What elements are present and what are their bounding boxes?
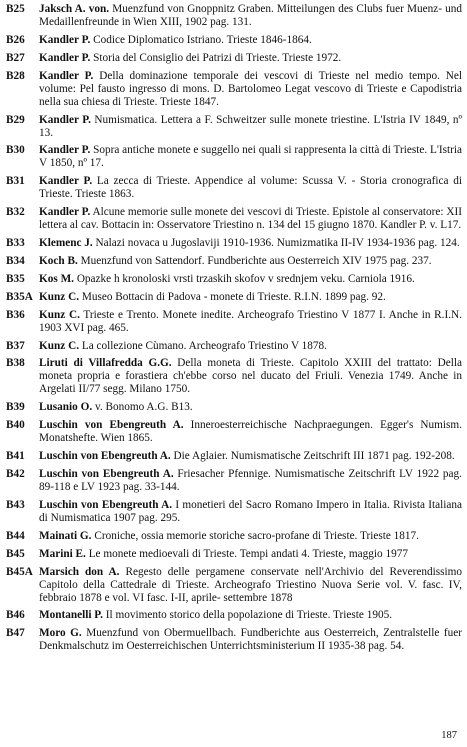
entry-text: Storia del Consiglio dei Patrizi di Trieste. Trieste 1972. bbox=[90, 51, 342, 64]
bibliography-entry bbox=[6, 548, 462, 561]
bibliography-entry bbox=[6, 419, 462, 445]
entry-text: Sopra antiche monete e suggello nei quali si rappresenta la città di Trieste. L'Istria V 1850, nº 17. bbox=[39, 144, 462, 170]
entry-body bbox=[39, 114, 462, 140]
entry-author: Koch B. bbox=[39, 255, 78, 268]
entry-code: B35 bbox=[6, 272, 25, 285]
entry-author: Marsich don A. bbox=[39, 565, 120, 578]
entry-text: Muenzfund von Obermuellbach. Fundberichte aus Oesterreich, Zentralstelle fuer Denkmalschutz im Oesterreichischen Unterrichtsministerium II 1935-38 pag. 54. bbox=[39, 627, 462, 653]
entry-text: Codice Diplomatico Istriano. Trieste 1846-1864. bbox=[90, 33, 312, 46]
entry-text: La collezione Cùmano. Archeografo Triestino V 1878. bbox=[79, 339, 327, 352]
entry-author: Luschin von Ebengreuth A. bbox=[39, 450, 171, 463]
bibliography-entry bbox=[6, 627, 462, 653]
entry-text: I monetieri del Sacro Romano Impero in Italia. Rivista Italiana di Numismatica 1907 pag. 295. bbox=[39, 498, 462, 524]
entry-body bbox=[39, 499, 462, 525]
entry-author: Kunz C. bbox=[39, 290, 80, 303]
bibliography-entry bbox=[6, 340, 462, 353]
entry-author: Luschin von Ebengreuth A. bbox=[39, 419, 184, 432]
entry-text: Il movimento storico della popolazione di Trieste. Trieste 1905. bbox=[102, 609, 393, 622]
entry-code: B41 bbox=[6, 450, 25, 463]
entry-author: Montanelli P. bbox=[39, 609, 103, 622]
entry-author: Kandler P. bbox=[39, 175, 93, 188]
entry-text: Muenzfund von Sattendorf. Fundberichte aus Oesterreich XIV 1975 pag. 237. bbox=[77, 255, 432, 268]
bibliography-entry bbox=[6, 401, 462, 414]
bibliography-list bbox=[6, 3, 462, 658]
entry-text: Croniche, ossia memorie storiche sacro-profane di Trieste. Trieste 1817. bbox=[91, 529, 419, 542]
bibliography-entry bbox=[6, 357, 462, 396]
entry-author: Kandler P. bbox=[39, 33, 91, 46]
entry-body bbox=[39, 52, 462, 65]
entry-text: Nalazi novaca u Jugoslaviji 1910-1936. Numizmatika II-IV 1934-1936 pag. 124. bbox=[92, 237, 460, 250]
bibliography-entry bbox=[6, 450, 462, 463]
entry-author: Moro G. bbox=[39, 627, 82, 640]
entry-text: Friesacher Pfennige. Numismatische Zeitschrift LV 1922 pag. 89-118 e LV 1923 pag. 33-144. bbox=[39, 468, 462, 494]
entry-code: B28 bbox=[6, 69, 25, 82]
entry-author: Marini E. bbox=[39, 547, 86, 560]
bibliography-entry bbox=[6, 34, 462, 47]
entry-author: Kandler P. bbox=[39, 206, 91, 219]
entry-body bbox=[39, 291, 462, 304]
entry-code: B34 bbox=[6, 255, 25, 268]
bibliography-entry bbox=[6, 309, 462, 335]
entry-code: B46 bbox=[6, 609, 25, 622]
entry-author: Kandler P. bbox=[39, 144, 91, 157]
entry-code: B45A bbox=[6, 565, 33, 578]
entry-body bbox=[39, 144, 462, 170]
entry-body bbox=[39, 530, 462, 543]
entry-text: v. Bonomo A.G. B13. bbox=[92, 401, 193, 414]
entry-body bbox=[39, 401, 462, 414]
entry-author: Kandler P. bbox=[39, 113, 91, 126]
entry-text: Museo Bottacin di Padova - monete di Trieste. R.I.N. 1899 pag. 92. bbox=[79, 290, 386, 303]
entry-code: B37 bbox=[6, 339, 25, 352]
entry-code: B38 bbox=[6, 357, 25, 370]
bibliography-entry bbox=[6, 255, 462, 268]
entry-body bbox=[39, 450, 462, 463]
bibliography-entry bbox=[6, 237, 462, 250]
entry-author: Mainati G. bbox=[39, 529, 92, 542]
entry-code: B35A bbox=[6, 290, 33, 303]
entry-author: Jaksch A. von. bbox=[39, 3, 110, 15]
entry-code: B33 bbox=[6, 237, 25, 250]
entry-code: B44 bbox=[6, 529, 25, 542]
bibliography-entry bbox=[6, 144, 462, 170]
bibliography-entry bbox=[6, 609, 462, 622]
entry-body bbox=[39, 340, 462, 353]
entry-body bbox=[39, 419, 462, 445]
entry-code: B32 bbox=[6, 206, 25, 219]
entry-code: B42 bbox=[6, 468, 25, 481]
bibliography-entry bbox=[6, 70, 462, 109]
entry-code: B43 bbox=[6, 498, 25, 511]
entry-author: Kandler P. bbox=[39, 69, 94, 82]
bibliography-entry bbox=[6, 499, 462, 525]
bibliography-entry bbox=[6, 468, 462, 494]
entry-body bbox=[39, 206, 462, 232]
entry-author: Lusanio O. bbox=[39, 401, 93, 414]
page-number: 187 bbox=[441, 730, 457, 741]
bibliography-entry bbox=[6, 114, 462, 140]
entry-body bbox=[39, 309, 462, 335]
entry-text: Numismatica. Lettera a F. Schweitzer sulle monete triestine. L'Istria IV 1849, nº 13. bbox=[39, 113, 462, 139]
entry-body bbox=[39, 175, 462, 201]
entry-code: B45 bbox=[6, 547, 25, 560]
entry-author: Luschin von Ebengreuth A. bbox=[39, 468, 174, 481]
entry-author: Luschin von Ebengreuth A. bbox=[39, 498, 173, 511]
entry-author: Liruti di Villafredda G.G. bbox=[39, 357, 172, 370]
entry-body bbox=[39, 255, 462, 268]
entry-text: Muenzfund von Gnoppnitz Graben. Mitteilungen des Clubs fuer Muenz- und Medaillenfreunde in Wien XIII, 1902 pag. 131. bbox=[39, 3, 462, 28]
bibliography-entry bbox=[6, 291, 462, 304]
entry-text: Alcune memorie sulle monete dei vescovi di Trieste. Epistole al conservatore: XII lettera al cav. Bottacin in: Osservatore Triestino n. 134 del 15 giugno 1870. Kandler P. v. L17. bbox=[39, 206, 462, 232]
entry-body bbox=[39, 70, 462, 109]
entry-code: B31 bbox=[6, 175, 25, 188]
bibliography-entry bbox=[6, 273, 462, 286]
entry-text: Regesto delle pergamene conservate nell'Archivio del Reverendissimo Capitolo della Cattedrale di Trieste. Archeografo Triestino Nuova Serie vol. V. fasc. IV, febbraio 1878 e vol. VI fasc. I-II, aprile- settembre 1878 bbox=[39, 565, 462, 604]
bibliography-entry bbox=[6, 566, 462, 605]
entry-author: Kunz C. bbox=[39, 339, 80, 352]
entry-code: B27 bbox=[6, 51, 25, 64]
entry-body bbox=[39, 609, 462, 622]
entry-body bbox=[39, 273, 462, 286]
bibliography-entry bbox=[6, 52, 462, 65]
entry-text: Della dominazione temporale dei vescovi di Trieste nel medio tempo. Nel volume: Pel fausto ingresso di mons. D. Bartolomeo Legat vescovo di Trieste e Capodistria nella sua chiesa di Trieste. Trieste 1847. bbox=[39, 69, 463, 108]
entry-code: B39 bbox=[6, 401, 25, 414]
entry-text: Le monete medioevali di Trieste. Tempi andati 4. Trieste, maggio 1977 bbox=[85, 547, 408, 560]
entry-author: Kos M. bbox=[39, 272, 74, 285]
entry-body bbox=[39, 468, 462, 494]
entry-code: B26 bbox=[6, 33, 25, 46]
entry-code: B36 bbox=[6, 308, 25, 321]
bibliography-entry bbox=[6, 175, 462, 201]
entry-text: Die Aglaier. Numismatische Zeitschrift III 1871 pag. 192-208. bbox=[170, 450, 455, 463]
entry-text: Opazke h kronoloski vrsti trzaskih skofov v srednjem veku. Carniola 1916. bbox=[74, 272, 415, 285]
entry-code: B29 bbox=[6, 113, 25, 126]
entry-code: B47 bbox=[6, 627, 25, 640]
bibliography-entry bbox=[6, 206, 462, 232]
bibliography-entry bbox=[6, 3, 462, 29]
entry-code: B40 bbox=[6, 419, 25, 432]
entry-text: Della moneta di Trieste. Capitolo XXIII del trattato: Della moneta propria e forastiera ch'ebbe corso nel ducato del Friuli. Venezia 1749. Anche in Argelati II/77 segg. Milano 1750. bbox=[39, 357, 462, 396]
entry-code: B30 bbox=[6, 144, 25, 157]
entry-author: Kunz C. bbox=[39, 308, 80, 321]
entry-body bbox=[39, 357, 462, 396]
bibliography-entry bbox=[6, 530, 462, 543]
entry-body bbox=[39, 566, 462, 605]
entry-text: Inneroesterreichische Nachpraegungen. Egger's Numism. Monatshefte. Wien 1865. bbox=[39, 419, 462, 445]
entry-author: Kandler P. bbox=[39, 51, 91, 64]
entry-text: Trieste e Trento. Monete inedite. Archeografo Triestino V 1877 I. Anche in R.I.N. 1903 XVI pag. 465. bbox=[39, 308, 462, 334]
entry-body bbox=[39, 627, 462, 653]
entry-body bbox=[39, 548, 462, 561]
entry-text: La zecca di Trieste. Appendice al volume: Scussa V. - Storia cronografica di Trieste. Trieste 1863. bbox=[39, 175, 462, 201]
entry-body bbox=[39, 34, 462, 47]
entry-author: Klemenc J. bbox=[39, 237, 93, 250]
entry-code: B25 bbox=[6, 3, 25, 15]
entry-body bbox=[39, 237, 462, 250]
entry-body bbox=[39, 3, 462, 29]
